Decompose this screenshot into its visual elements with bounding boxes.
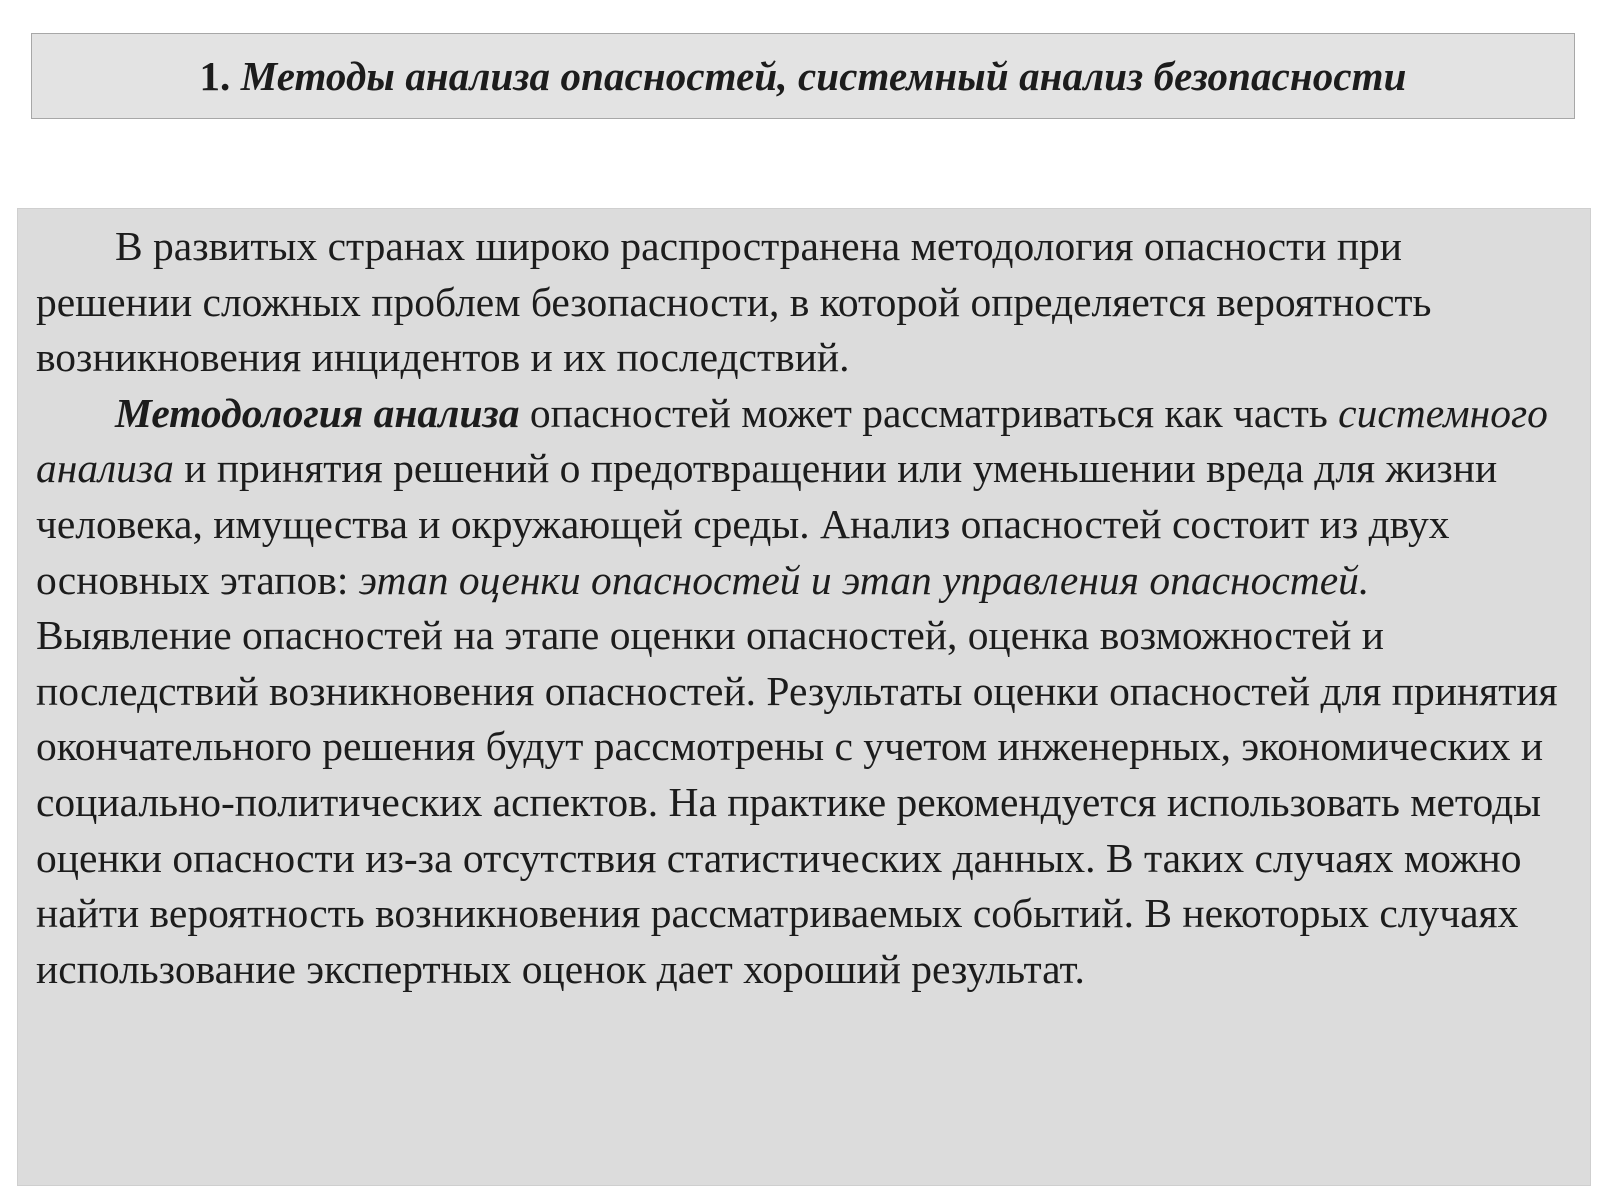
content-panel: [17, 208, 1591, 1186]
bold-term: Методология анализа: [115, 389, 520, 436]
paragraph-2: [36, 386, 1560, 998]
paragraph-2-text-a: опасностей может рассматриваться как часть: [519, 389, 1339, 436]
page-title: [199, 52, 1406, 100]
paragraph-2-text-b: и принятия решений о предотвращении или уменьшении вреда для жизни человека, имущества и окружающей среды. Анализ опасностей состоит из двух основных этапов:: [36, 445, 1498, 603]
italic-stages: этап оценки опасностей и этап управления опасностей.: [358, 556, 1370, 603]
title-number: 1.: [199, 53, 231, 99]
title-banner: [31, 33, 1575, 119]
paragraph-1: В развитых странах широко распространена методология опасности при решении сложных проблем безопасности, в которой определяется вероятность возникновения инцидентов и их последствий.: [36, 223, 1432, 381]
title-text: Методы анализа опасностей, системный анализ безопасности: [240, 53, 1407, 99]
paragraph-2-text-c: Выявление опасностей на этапе оценки опасностей, оценка возможностей и последствий возникновения опасностей. Результаты оценки опасностей для принятия окончательного решения будут рассмотрены с учетом инженерных, экономических и социально-политических аспектов. На практике рекомендуется использовать методы оценки опасности из-за отсутствия статистических данных. В таких случаях можно найти вероятность возникновения рассматриваемых событий. В некоторых случаях использование экспертных оценок дает хороший результат.: [36, 612, 1558, 992]
italic-system-analysis: системного анализа: [36, 389, 1548, 492]
